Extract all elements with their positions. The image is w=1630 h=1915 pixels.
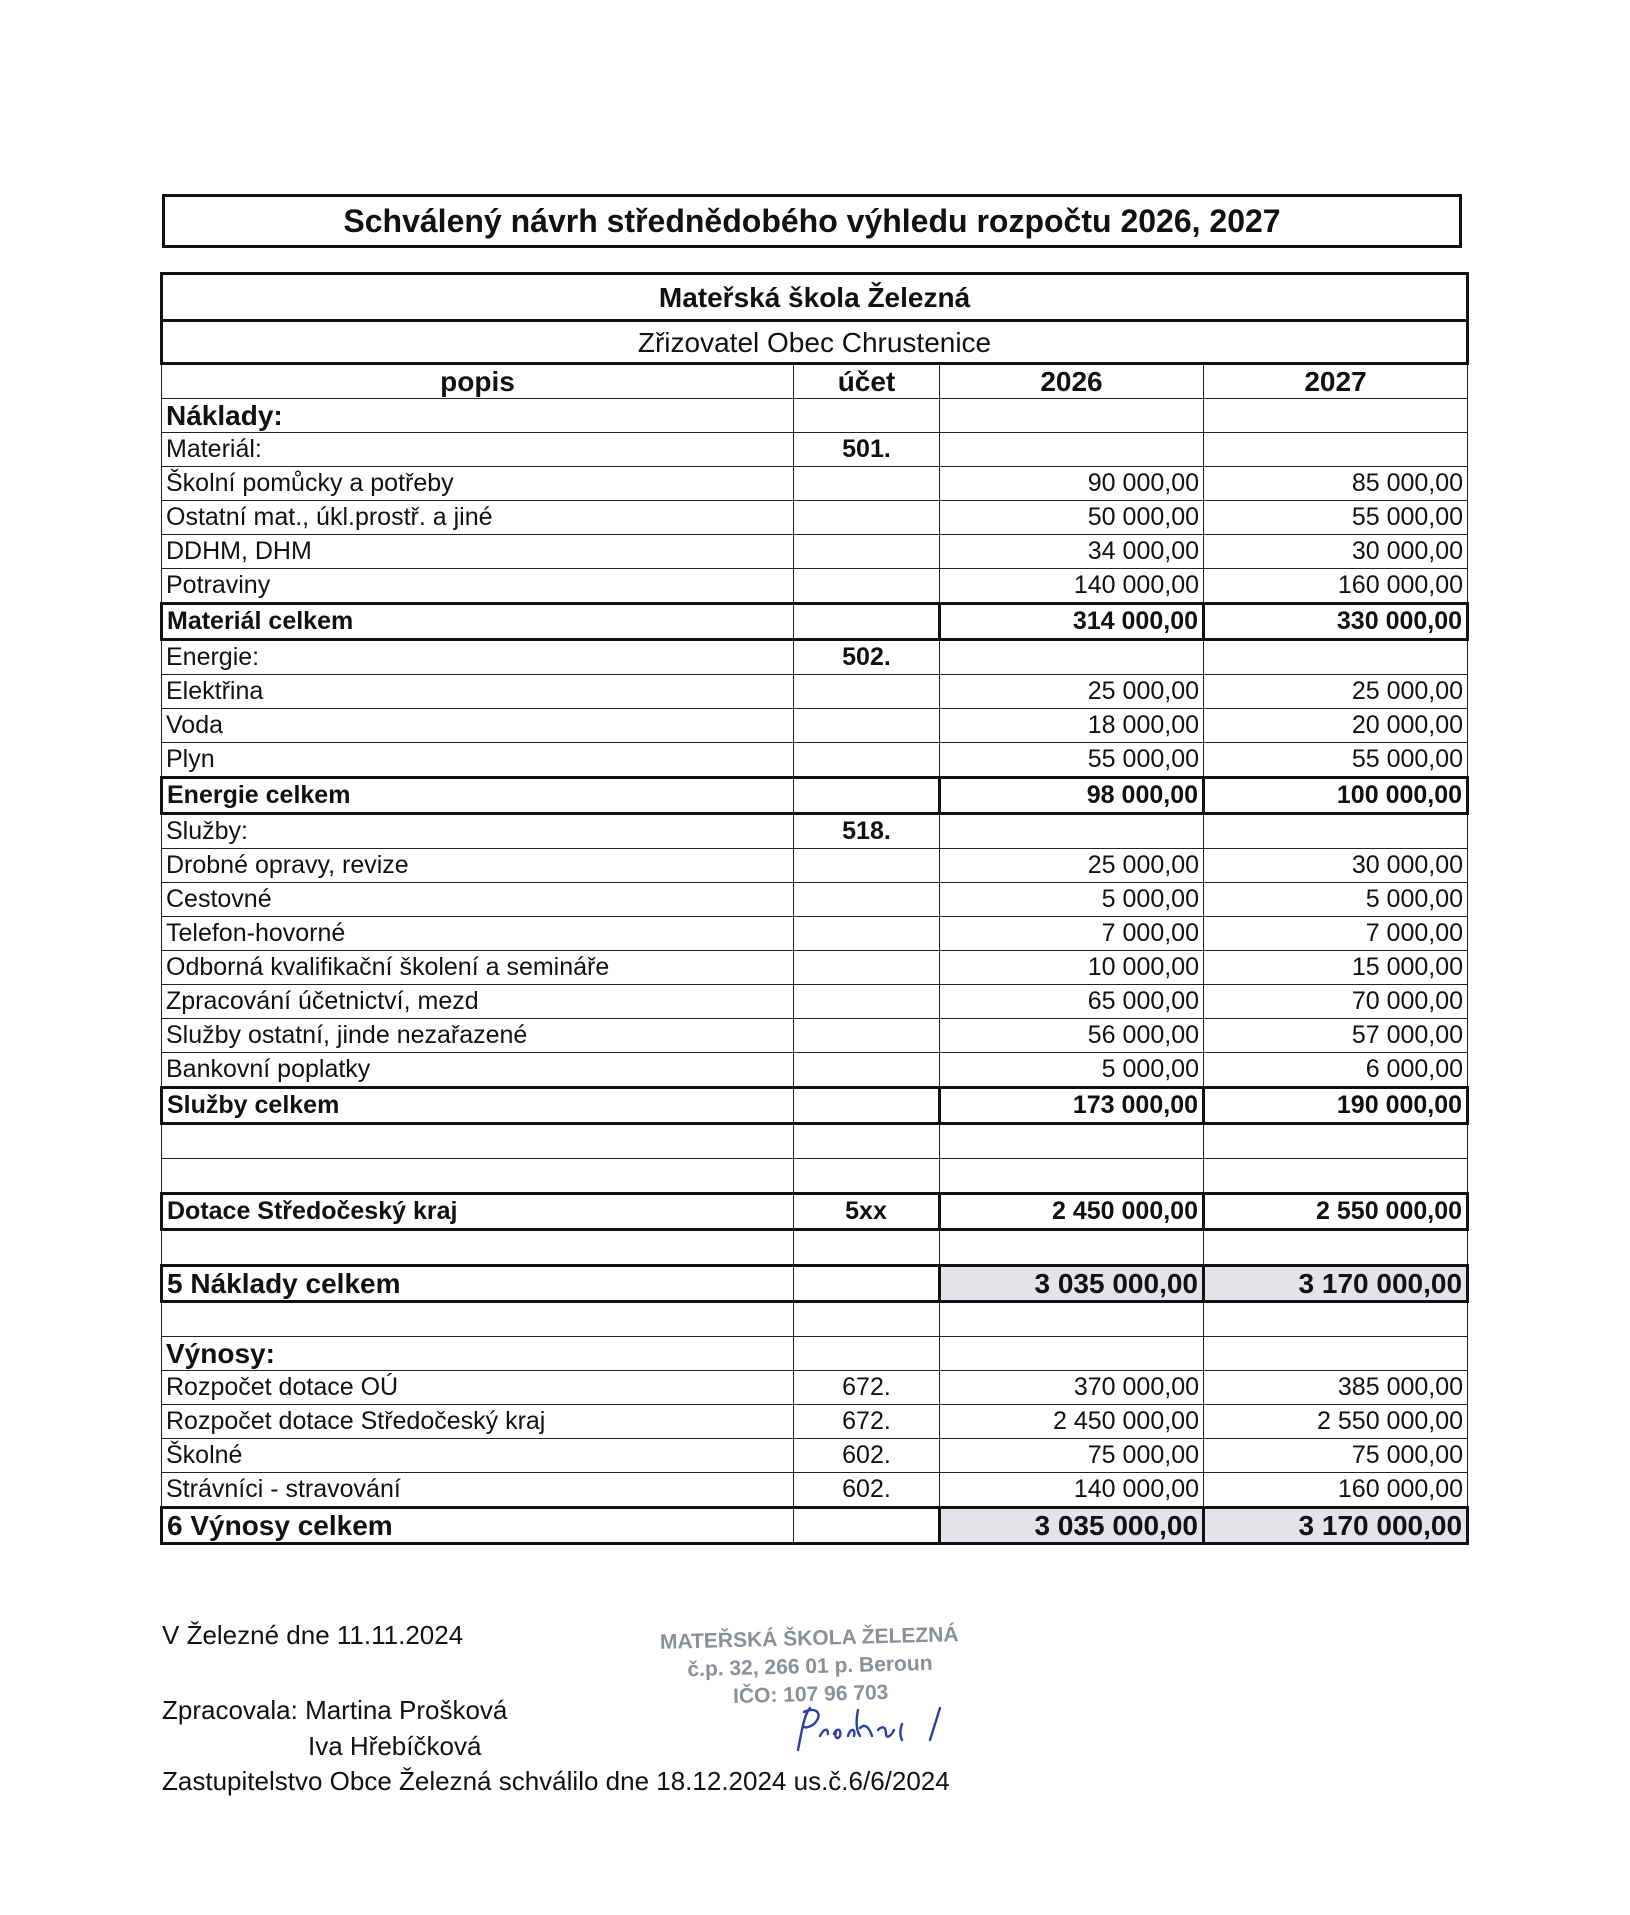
subtotal-label: Služby celkem (162, 1088, 794, 1124)
subtotal-label: Materiál celkem (162, 604, 794, 640)
col-header-ucet: účet (794, 364, 940, 399)
table-row (162, 1439, 1468, 1473)
revenue-total-row (162, 1508, 1468, 1544)
stamp-line-2: č.p. 32, 266 01 p. Beroun (687, 1651, 933, 1682)
school-name: Mateřská škola Železná (162, 274, 1468, 321)
category-row (162, 640, 1468, 675)
subsidy-2027: 2 550 000,00 (1204, 1194, 1468, 1230)
value-2027: 75 000,00 (1204, 1439, 1468, 1473)
value-2027: 20 000,00 (1204, 709, 1468, 743)
value-2027: 7 000,00 (1204, 917, 1468, 951)
document-title: Schválený návrh střednědobého výhledu rozpočtu 2026, 2027 (162, 194, 1462, 248)
row-label: DDHM, DHM (162, 535, 794, 569)
value-2026: 5 000,00 (940, 1053, 1204, 1088)
subsidy-2026: 2 450 000,00 (940, 1194, 1204, 1230)
row-label: Školné (162, 1439, 794, 1473)
table-row (162, 1371, 1468, 1405)
budget-table (160, 272, 1469, 1545)
account-code: 5xx (794, 1194, 940, 1230)
revenue-total-2026: 3 035 000,00 (940, 1508, 1204, 1544)
stamp-line-3: IČO: 107 96 703 (732, 1680, 889, 1709)
value-2026: 140 000,00 (940, 1473, 1204, 1508)
subtotal-row (162, 1088, 1468, 1124)
row-label: Plyn (162, 743, 794, 778)
table-row (162, 709, 1468, 743)
row-label: Odborná kvalifikační školení a semináře (162, 951, 794, 985)
value-2026: 34 000,00 (940, 535, 1204, 569)
row-label: Školní pomůcky a potřeby (162, 467, 794, 501)
category-row (162, 814, 1468, 849)
value-2027: 385 000,00 (1204, 1371, 1468, 1405)
col-header-2027: 2027 (1204, 364, 1468, 399)
table-row (162, 501, 1468, 535)
founder-row (162, 321, 1468, 364)
school-row (162, 274, 1468, 321)
account-code: 502. (794, 640, 940, 675)
value-2026: 140 000,00 (940, 569, 1204, 604)
place-date: V Železné dne 11.11.2024 (162, 1620, 464, 1650)
account-code: 672. (794, 1405, 940, 1439)
revenue-total-2027: 3 170 000,00 (1204, 1508, 1468, 1544)
row-label: Telefon-hovorné (162, 917, 794, 951)
table-row (162, 743, 1468, 778)
empty-row (162, 1159, 1468, 1194)
subtotal-2027: 330 000,00 (1204, 604, 1468, 640)
value-2026: 75 000,00 (940, 1439, 1204, 1473)
section-heading-naklady: Náklady: (162, 399, 794, 433)
section-heading-row (162, 1337, 1468, 1371)
row-label: Strávníci - stravování (162, 1473, 794, 1508)
prepared-by-second: Iva Hřebíčková (308, 1731, 482, 1761)
subtotal-2027: 190 000,00 (1204, 1088, 1468, 1124)
category-label: Materiál: (162, 433, 794, 467)
value-2026: 55 000,00 (940, 743, 1204, 778)
subtotal-row (162, 604, 1468, 640)
stamp-line-1: MATEŘSKÁ ŠKOLA ŽELEZNÁ (659, 1623, 959, 1654)
row-label: Rozpočet dotace Středočeský kraj (162, 1405, 794, 1439)
value-2027: 85 000,00 (1204, 467, 1468, 501)
value-2027: 160 000,00 (1204, 569, 1468, 604)
value-2026: 90 000,00 (940, 467, 1204, 501)
value-2026: 25 000,00 (940, 849, 1204, 883)
subtotal-row (162, 778, 1468, 814)
subsidy-row (162, 1194, 1468, 1230)
col-header-popis: popis (162, 364, 794, 399)
row-label: Drobné opravy, revize (162, 849, 794, 883)
table-row (162, 951, 1468, 985)
table-row (162, 675, 1468, 709)
value-2027: 55 000,00 (1204, 501, 1468, 535)
table-row (162, 569, 1468, 604)
subtotal-2026: 98 000,00 (940, 778, 1204, 814)
value-2027: 55 000,00 (1204, 743, 1468, 778)
prepared-by: Zpracovala: Martina Prošková (162, 1695, 508, 1725)
costs-total-2027: 3 170 000,00 (1204, 1266, 1468, 1302)
row-label: Bankovní poplatky (162, 1053, 794, 1088)
subtotal-2026: 173 000,00 (940, 1088, 1204, 1124)
value-2027: 6 000,00 (1204, 1053, 1468, 1088)
row-label: Elektřina (162, 675, 794, 709)
row-label: Služby ostatní, jinde nezařazené (162, 1019, 794, 1053)
empty-row (162, 1124, 1468, 1159)
value-2026: 10 000,00 (940, 951, 1204, 985)
subtotal-2027: 100 000,00 (1204, 778, 1468, 814)
handwritten-signature (790, 1700, 960, 1760)
table-row (162, 1405, 1468, 1439)
value-2027: 25 000,00 (1204, 675, 1468, 709)
value-2026: 7 000,00 (940, 917, 1204, 951)
row-label: Voda (162, 709, 794, 743)
col-header-2026: 2026 (940, 364, 1204, 399)
value-2027: 160 000,00 (1204, 1473, 1468, 1508)
table-row (162, 535, 1468, 569)
value-2026: 2 450 000,00 (940, 1405, 1204, 1439)
value-2027: 30 000,00 (1204, 849, 1468, 883)
account-code: 602. (794, 1439, 940, 1473)
section-heading-vynosy: Výnosy: (162, 1337, 794, 1371)
founder-name: Zřizovatel Obec Chrustenice (162, 321, 1468, 364)
category-row (162, 433, 1468, 467)
value-2026: 50 000,00 (940, 501, 1204, 535)
value-2026: 370 000,00 (940, 1371, 1204, 1405)
costs-total-row (162, 1266, 1468, 1302)
row-label: Potraviny (162, 569, 794, 604)
table-row (162, 883, 1468, 917)
approval-note: Zastupitelstvo Obce Železná schválilo dne 18.12.2024 us.č.6/6/2024 (162, 1766, 950, 1796)
subsidy-label: Dotace Středočeský kraj (162, 1194, 794, 1230)
value-2026: 56 000,00 (940, 1019, 1204, 1053)
section-heading-row (162, 399, 1468, 433)
costs-total-label: 5 Náklady celkem (162, 1266, 794, 1302)
row-label: Cestovné (162, 883, 794, 917)
table-row (162, 1019, 1468, 1053)
subtotal-label: Energie celkem (162, 778, 794, 814)
table-row (162, 985, 1468, 1019)
revenue-total-label: 6 Výnosy celkem (162, 1508, 794, 1544)
account-code: 672. (794, 1371, 940, 1405)
table-row (162, 1473, 1468, 1508)
value-2027: 30 000,00 (1204, 535, 1468, 569)
row-label: Zpracování účetnictví, mezd (162, 985, 794, 1019)
value-2027: 2 550 000,00 (1204, 1405, 1468, 1439)
account-code: 518. (794, 814, 940, 849)
value-2026: 65 000,00 (940, 985, 1204, 1019)
row-label: Rozpočet dotace OÚ (162, 1371, 794, 1405)
table-row (162, 849, 1468, 883)
value-2026: 25 000,00 (940, 675, 1204, 709)
value-2027: 5 000,00 (1204, 883, 1468, 917)
row-label: Ostatní mat., úkl.prostř. a jiné (162, 501, 794, 535)
table-row (162, 467, 1468, 501)
table-row (162, 1053, 1468, 1088)
account-code: 602. (794, 1473, 940, 1508)
subtotal-2026: 314 000,00 (940, 604, 1204, 640)
account-code: 501. (794, 433, 940, 467)
table-row (162, 917, 1468, 951)
empty-row (162, 1230, 1468, 1266)
costs-total-2026: 3 035 000,00 (940, 1266, 1204, 1302)
empty-row (162, 1302, 1468, 1337)
value-2027: 57 000,00 (1204, 1019, 1468, 1053)
value-2026: 5 000,00 (940, 883, 1204, 917)
value-2027: 15 000,00 (1204, 951, 1468, 985)
column-header-row (162, 364, 1468, 399)
value-2026: 18 000,00 (940, 709, 1204, 743)
value-2027: 70 000,00 (1204, 985, 1468, 1019)
category-label: Energie: (162, 640, 794, 675)
category-label: Služby: (162, 814, 794, 849)
